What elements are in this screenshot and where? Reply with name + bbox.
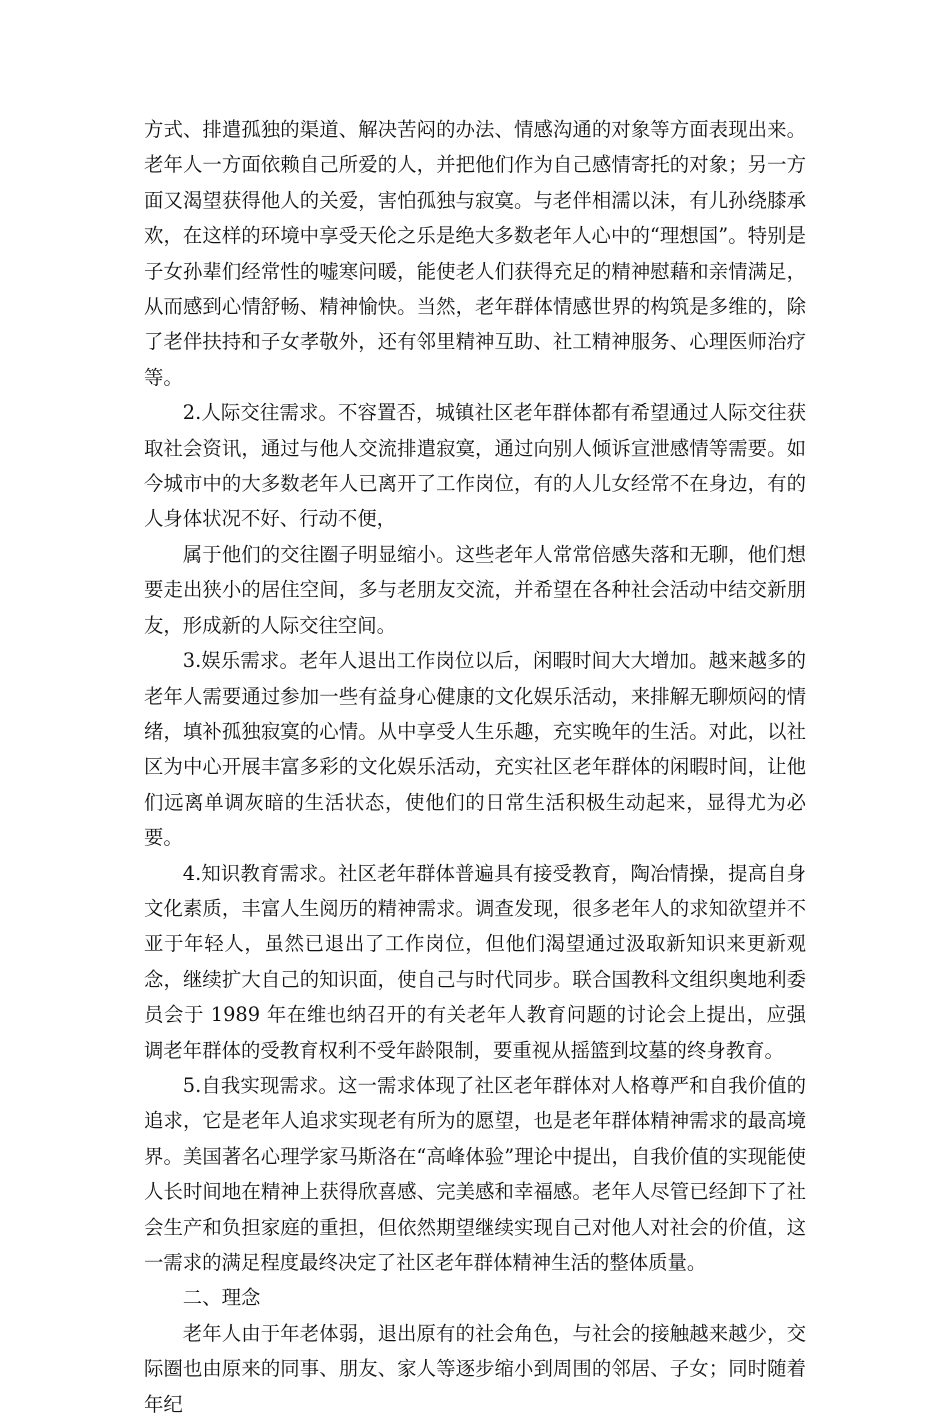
paragraph-emotional-needs-continued: 方式、排遣孤独的渠道、解决苦闷的办法、情感沟通的对象等方面表现出来。老年人一方面依赖自己所爱的人，并把他们作为自己感情寄托的对象；另一方面又渴望获得他人的关爱，害怕孤独与寂寞。与老伴相濡以沫，有儿孙绕膝承欢，在这样的环境中享受天伦之乐是绝大多数老年人心中的“理想国”。特别是子女孙辈们经常性的嘘寒问暖，能使老人们获得充足的精神慰藉和亲情满足，从而感到心情舒畅、精神愉快。当然，老年群体情感世界的构筑是多维的，除了老伴扶持和子女孝敬外，还有邻里精神互助、社工精神服务、心理医师治疗等。: [144, 118, 806, 389]
paragraph-social-interaction-needs: 2.人际交往需求。不容置否，城镇社区老年群体都有希望通过人际交往获取社会资讯，通过与他人交流排遣寂寞，通过向别人倾诉宣泄感情等需要。如今城市中的大多数老年人已离开了工作岗位，有的人儿女经常不在身边，有的人身体状况不好、行动不便，: [144, 401, 806, 531]
document-body: [144, 112, 806, 1422]
paragraph-self-actualization-needs: 5.自我实现需求。这一需求体现了社区老年群体对人格尊严和自我价值的追求，它是老年人追求实现老有所为的愿望，也是老年群体精神需求的最高境界。美国著名心理学家马斯洛在“高峰体验”理论中提出，自我价值的实现能使人长时间地在精神上获得欣喜感、完美感和幸福感。老年人尽管已经卸下了社会生产和负担家庭的重担，但依然期望继续实现自己对他人对社会的价值，这一需求的满足程度最终决定了社区老年群体精神生活的整体质量。: [144, 1073, 806, 1274]
paragraph-education-needs: 4.知识教育需求。社区老年群体普遍具有接受教育，陶冶情操，提高自身文化素质，丰富人生阅历的精神需求。调查发现，很多老年人的求知欲望并不亚于年轻人，虽然已退出了工作岗位，但他们渴望通过汲取新知识来更新观念，继续扩大自己的知识面，使自己与时代同步。联合国教科文组织奥地利委员会于 1989 年在维也纳召开的有关老年人教育问题的讨论会上提出，应强调老年群体的受教育权利不受年龄限制，要重视从摇篮到坟墓的终身教育。: [144, 861, 806, 1062]
paragraph-concept-intro: 老年人由于年老体弱，退出原有的社会角色，与社会的接触越来越少，交际圈也由原来的同事、朋友、家人等逐步缩小到周围的邻居、子女；同时随着年纪: [144, 1321, 806, 1416]
paragraph-social-circle: 属于他们的交往圈子明显缩小。这些老年人常常倍感失落和无聊，他们想要走出狭小的居住空间，多与老朋友交流，并希望在各种社会活动中结交新朋友，形成新的人际交往空间。: [144, 542, 806, 637]
section-heading-concept: 二、理念: [182, 1286, 261, 1310]
paragraph-entertainment-needs: 3.娱乐需求。老年人退出工作岗位以后，闲暇时间大大增加。越来越多的老年人需要通过参加一些有益身心健康的文化娱乐活动，来排解无聊烦闷的情绪，填补孤独寂寞的心情。从中享受人生乐趣，充实晚年的生活。对此，以社区为中心开展丰富多彩的文化娱乐活动，充实社区老年群体的闲暇时间，让他们远离单调灰暗的生活状态，使他们的日常生活积极生动起来，显得尤为必要。: [144, 649, 806, 850]
